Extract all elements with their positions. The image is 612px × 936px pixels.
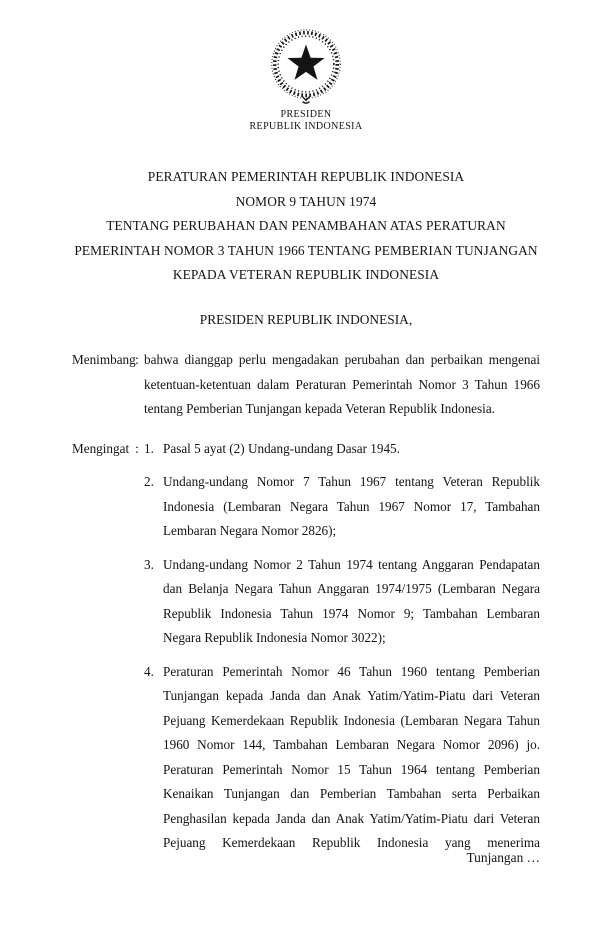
item-number: 4. xyxy=(144,663,154,679)
legal-reference-item-2 xyxy=(144,470,540,544)
letterhead xyxy=(72,26,540,132)
item-number: 3. xyxy=(144,556,154,572)
item-number: 2. xyxy=(144,474,154,489)
legal-reference-item-4 xyxy=(144,660,540,856)
clause-colon: : xyxy=(135,440,139,456)
clause-text-menimbang: bahwa dianggap perlu mengadakan perubahan dan perbaikan mengenai ketentuan-ketentuan dalam Peraturan Pemerintah Nomor 3 Tahun 1966 tentang Pemberian Tunjangan kepada Veteran Republik Indonesia. xyxy=(144,352,540,416)
clause-label-menimbang: Menimbang xyxy=(72,352,136,367)
letterhead-caption-republik-indonesia: REPUBLIK INDONESIA xyxy=(249,120,363,132)
legal-reference-list xyxy=(144,437,540,856)
clause-menimbang xyxy=(72,348,540,422)
catchword: Tunjangan … xyxy=(466,850,540,865)
title-line-5: KEPADA VETERAN REPUBLIK INDONESIA xyxy=(172,267,440,282)
title-line-1: PERATURAN PEMERINTAH REPUBLIK INDONESIA xyxy=(147,169,465,184)
presidential-star-wreath-emblem-icon xyxy=(262,26,350,106)
item-text: Pasal 5 ayat (2) Undang-undang Dasar 1945. xyxy=(163,440,400,456)
item-number: 1. xyxy=(144,440,154,456)
regulation-title xyxy=(72,165,540,288)
star-icon xyxy=(287,44,324,79)
legal-reference-item-1 xyxy=(144,437,540,462)
clause-label-mengingat: Mengingat xyxy=(72,440,130,456)
clause-mengingat xyxy=(72,437,540,856)
salutation: PRESIDEN REPUBLIK INDONESIA, xyxy=(199,311,413,327)
letterhead-caption-presiden: PRESIDEN xyxy=(280,109,332,120)
item-text: Undang-undang Nomor 7 Tahun 1967 tentang Veteran Republik Indonesia (Lembaran Negara Tahun 1967 Nomor 17, Tambahan Lembaran Negara Nomor 2826); xyxy=(163,474,540,538)
clause-colon: : xyxy=(135,352,139,367)
item-text: Undang-undang Nomor 2 Tahun 1974 tentang Anggaran Pendapatan dan Belanja Negara Tahun Anggaran 1974/1975 (Lembaran Negara Republik Indonesia Tahun 1974 Nomor 9; Tambahan Lembaran Negara Republik Indonesia Nomor 3022); xyxy=(163,556,540,645)
legal-reference-item-3 xyxy=(144,553,540,651)
title-line-3: TENTANG PERUBAHAN DAN PENAMBAHAN ATAS PERATURAN xyxy=(106,218,506,233)
title-line-4: PEMERINTAH NOMOR 3 TAHUN 1966 TENTANG PEMBERIAN TUNJANGAN xyxy=(74,242,538,258)
title-line-2: NOMOR 9 TAHUN 1974 xyxy=(235,193,377,209)
item-text: Peraturan Pemerintah Nomor 46 Tahun 1960 tentang Pemberian Tunjangan kepada Janda dan Anak Yatim/Yatim-Piatu dari Veteran Pejuang Kemerdekaan Republik Indonesia (Lembaran Negara Tahun 1960 Nomor 144, Tambahan Lembaran Negara Nomor 2096) jo. Peraturan Pemerintah Nomor 15 Tahun 1964 tentang Pemberian Kenaikan Tunjangan dan Pemberian Tambahan serta Perbaikan Penghasilan kepada Janda dan Anak Yatim/Yatim-Piatu dari Veteran Pejuang Kemerdekaan Republik Indonesia yang menerima xyxy=(163,663,540,850)
